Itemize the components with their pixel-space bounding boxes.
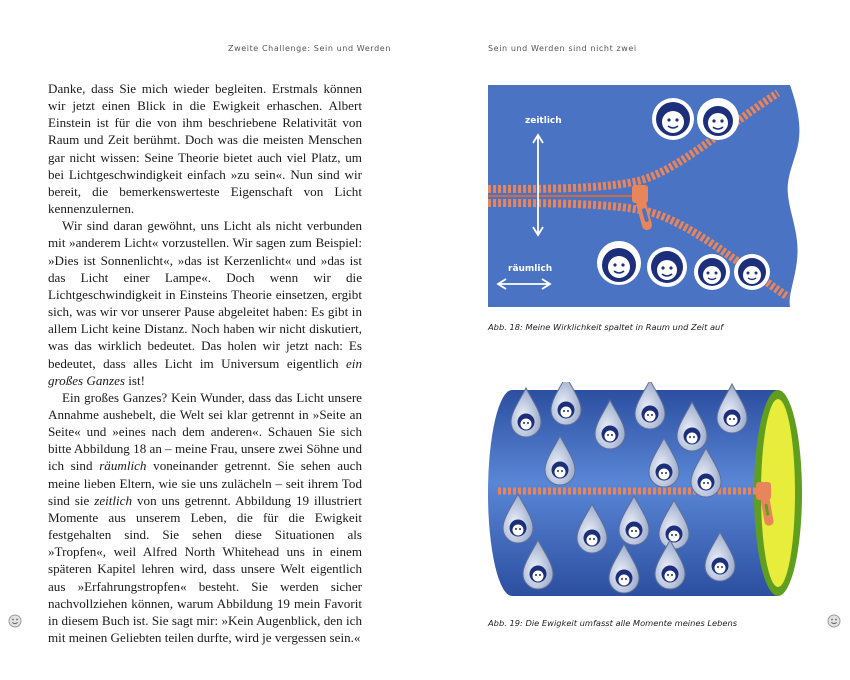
fig18-label-space: räumlich: [508, 264, 553, 274]
p3-part-a: Ein großes Ganzes? Kein Wunder, dass das Licht unsere Annahme aushebelt, die Welt sei klar getrennt in »Seite an Seite« und »eines nach dem anderen«. Schauen Sie sich bitte Abbildung 18 an – meine Frau, unsere zwei Söhne und ich sind: [48, 389, 362, 474]
paragraph-2: [48, 217, 362, 389]
p3-part-b: voneinander getrennt. Sie sehen auch meine lieben Eltern, wie sie uns zulächeln – seit ihrem Tod sind sie: [48, 458, 362, 508]
portrait-parent-father: [697, 98, 739, 140]
drop-moment-4: [635, 382, 665, 429]
p3-part-c: von uns getrennt. Abbildung 19 illustriert Momente aus unserem Leben, die für die Ewigkeit festgehalten sind. Sie sehen diese Situationen als »Tropfen«, weil Alfred North Whitehead uns in einem späteren Kapitel lehren wird, dass unsere Welt eigentlich aus »Erfahrungstropfen« besteht. Sie werden sicher nachvollziehen können, warum Abbildung 19 mein Favorit in diesem Buch ist. Sie sagt mir: »Kein Augenblick, den ich mit meinen Geliebten teilen durfte, wird je vergessen sein.«: [48, 492, 362, 645]
figure-18-caption: Abb. 18: Meine Wirklichkeit spaltet in Raum und Zeit auf: [488, 322, 724, 332]
portrait-wife: [647, 247, 687, 287]
paragraph-3: [48, 389, 362, 646]
smiley-icon-right: [827, 614, 841, 628]
figure-18-illustration: [488, 85, 802, 307]
body-text: [48, 80, 362, 646]
smiley-icon-left: [8, 614, 22, 628]
fig18-label-time: zeitlich: [525, 116, 562, 126]
figure-19-illustration: [488, 382, 804, 604]
portrait-son-1: [694, 254, 730, 290]
p2-emphasis: ein großes Ganzes: [48, 355, 362, 388]
p3-emphasis-1: räumlich: [99, 458, 147, 474]
portrait-author: [597, 241, 641, 285]
p2-end: ist!: [128, 372, 145, 388]
figure-19-caption: Abb. 19: Die Ewigkeit umfasst alle Momente meines Lebens: [488, 618, 738, 628]
header-left: Zweite Challenge: Sein und Werden: [228, 44, 391, 53]
p3-emphasis-2: zeitlich: [94, 492, 133, 508]
drop-moment-2: [551, 382, 581, 425]
header-right: Sein und Werden sind nicht zwei: [488, 44, 637, 53]
p2-text: Wir sind daran gewöhnt, uns Licht als nicht verbunden mit »anderem Licht« vorzustellen. Wir sagen zum Beispiel: »Dies ist Sonnenlicht«, »das ist Kerzenlicht« und »das ist das Licht einer Lampe«. Doch wenn wir die Lichtgeschwindigkeit in Einsteins Theorie einsetzen, ergibt sich, was wir vor unserer Pause abgeleitet haben: Es gibt in allem Licht keine Distanz. Noch haben wir nicht diskutiert, was das wirklich bedeutet. Das holen wir jetzt nach: Es bedeutet, dass alles Licht im Universum eigentlich: [48, 218, 362, 371]
portrait-son-2: [734, 254, 770, 290]
paragraph-1: Danke, dass Sie mich wieder begleiten. Erstmals können wir jetzt einen Blick in die Ewigkeit erhaschen. Albert Einstein ist für die von ihm beschriebene Relativität von Raum und Zeit berühmt. Doch was die meisten Menschen gar nicht wissen: Seine Theorie bietet auch viel Platz, um bei Lichtgeschwindigkeit einfach »zu sein«. Nun sind wir bereit, die bemerkenswerteste Eigenschaft von Licht kennenzulernen.: [48, 81, 362, 217]
portrait-parent-mother: [652, 98, 694, 140]
